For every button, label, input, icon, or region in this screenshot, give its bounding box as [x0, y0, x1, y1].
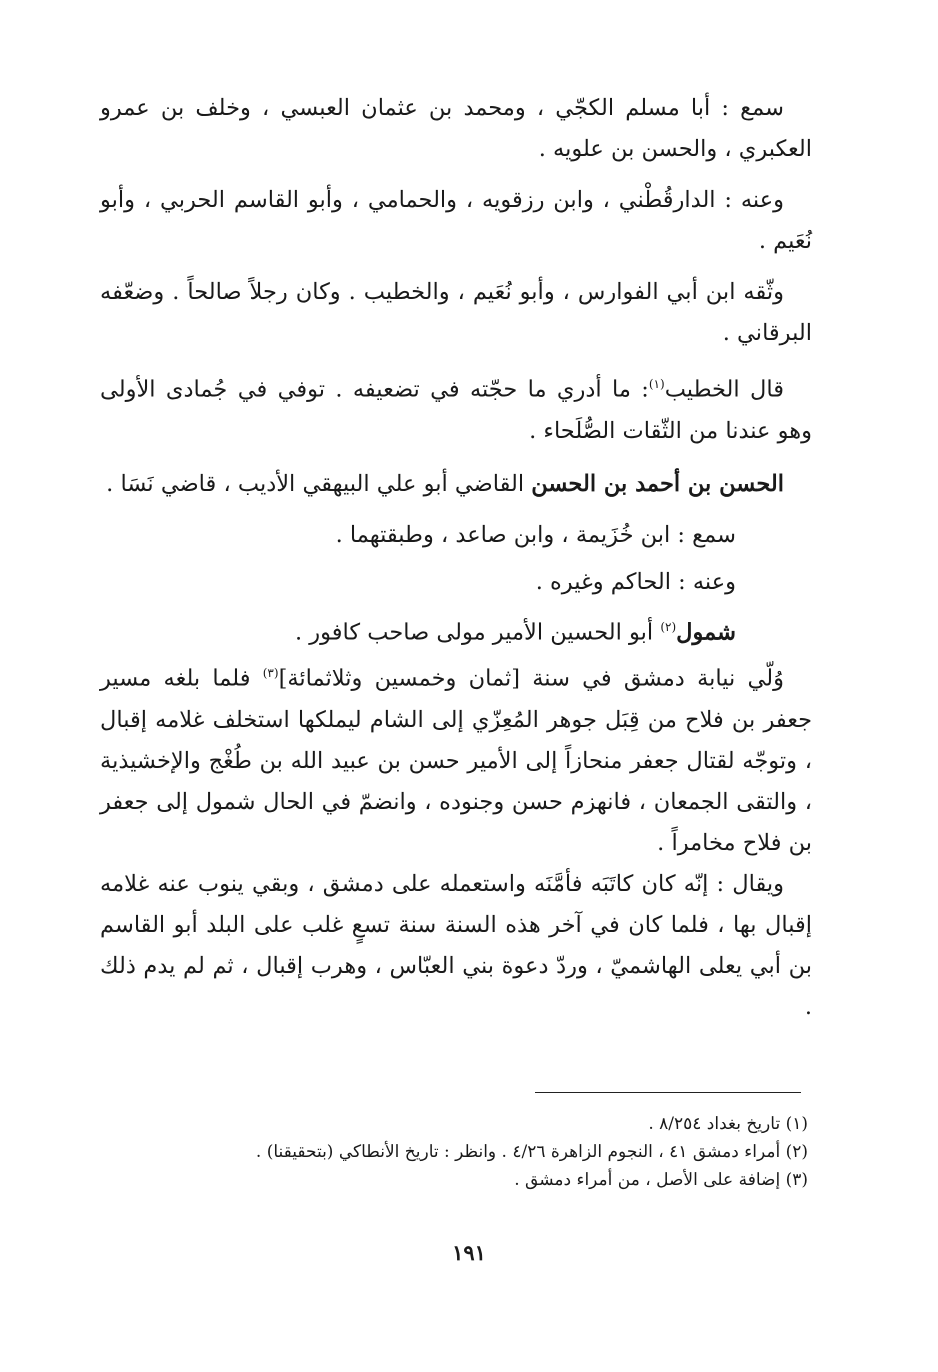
paragraph-shamul-aftermath: ويقال : إنّه كان كاتَبَه فأمَّنَه واستعمله على دمشق ، وبقي ينوب عنه غلامه إقبال بها ، فلما كان في آخر هذه السنة سنة تسعٍ غلب على البلد أبو القاسم بن أبي يعلى الهاشميّ ، وردّ دعوة بني العبّاس ، وهرب إقبال ، ثم لم يدم ذلك . — [100, 870, 812, 1020]
footnote-1: (١) تاريخ بغداد ٨/٢٥٤ . — [648, 1114, 808, 1134]
entry-name-hasan: الحسن بن أحمد بن الحسن — [531, 470, 784, 497]
entry-hasan-bayhaqi — [100, 464, 812, 603]
paragraph-khatib-quote — [100, 364, 812, 452]
governorship-rest: فلما بلغه مسير جعفر بن فلاح من قِبَل جوهر المُعِزّي إلى الشام ليملكها استخلف غلامه إقبال ، وتوجّه لقتال جعفر منحازاً إلى الأمير حسن بن عبيد الله بن طُغْج والإخشيذية ، والتقى الجمعان ، فانهزم حسن وجنوده ، وانضمّ في الحال شمول إلى جعفر بن فلاح مخامراً . — [100, 665, 812, 856]
footnote-ref-1: (١) — [648, 377, 665, 391]
paragraph-hasan-narrators: وعنه : الحاكم وغيره . — [535, 568, 736, 595]
paragraph-shamul-governorship — [100, 653, 812, 864]
entry-heading-shamul — [100, 607, 812, 654]
entry-desc-hasan: القاضي أبو علي البيهقي الأديب ، قاضي نَسَا . — [106, 470, 532, 497]
entry-heading-hasan — [100, 464, 812, 505]
entry-shamul — [100, 607, 812, 1028]
footnote-divider — [535, 1092, 801, 1093]
footnotes — [100, 1110, 812, 1194]
governorship-start: وُلّي نيابة دمشق في سنة [ثمان وخمسين وثلاثمائة] — [278, 665, 785, 692]
page-number: ١٩١ — [452, 1240, 486, 1265]
entry-desc-shamul: أبو الحسين الأمير مولى صاحب كافور . — [294, 619, 661, 645]
paragraph-narrated-by: وعنه : الدارقُطْني ، وابن رزقويه ، والحمامي ، وأبو القاسم الحربي ، وأبو نُعَيم . — [100, 187, 812, 254]
footnote-2: (٢) أمراء دمشق ٤١ ، النجوم الزاهرة ٤/٢٦ . وانظر : تاريخ الأنطاكي (بتحقيقنا) . — [255, 1142, 808, 1162]
footnote-ref-2: (٢) — [660, 619, 677, 634]
khatib-quote-start: قال الخطيب — [664, 376, 784, 403]
main-text — [100, 88, 812, 1028]
paragraph-hasan-heard: سمع : ابن خُزَيمة ، وابن صاعد ، وطبقتهما . — [335, 521, 736, 548]
entry-previous-continuation — [100, 88, 812, 452]
footnote-ref-3: (٣) — [262, 666, 279, 680]
paragraph-heard-from: سمع : أبا مسلم الكجّي ، ومحمد بن عثمان العبسي ، وخلف بن عمرو العكبري ، والحسن بن علويه . — [100, 95, 812, 162]
entry-name-shamul: شمول — [676, 619, 736, 645]
khatib-quote-end: : ما أدري ما حجّته في تضعيفه . توفي في جُمادى الأولى وهو عندنا من الثّقات الصُّلَحاء . — [100, 376, 812, 444]
footnote-3: (٣) إضافة على الأصل ، من أمراء دمشق . — [514, 1170, 808, 1190]
paragraph-reliability: وثّقه ابن أبي الفوارس ، وأبو نُعَيم ، والخطيب . وكان رجلاً صالحاً . وضعّفه البرقاني . — [100, 279, 812, 346]
